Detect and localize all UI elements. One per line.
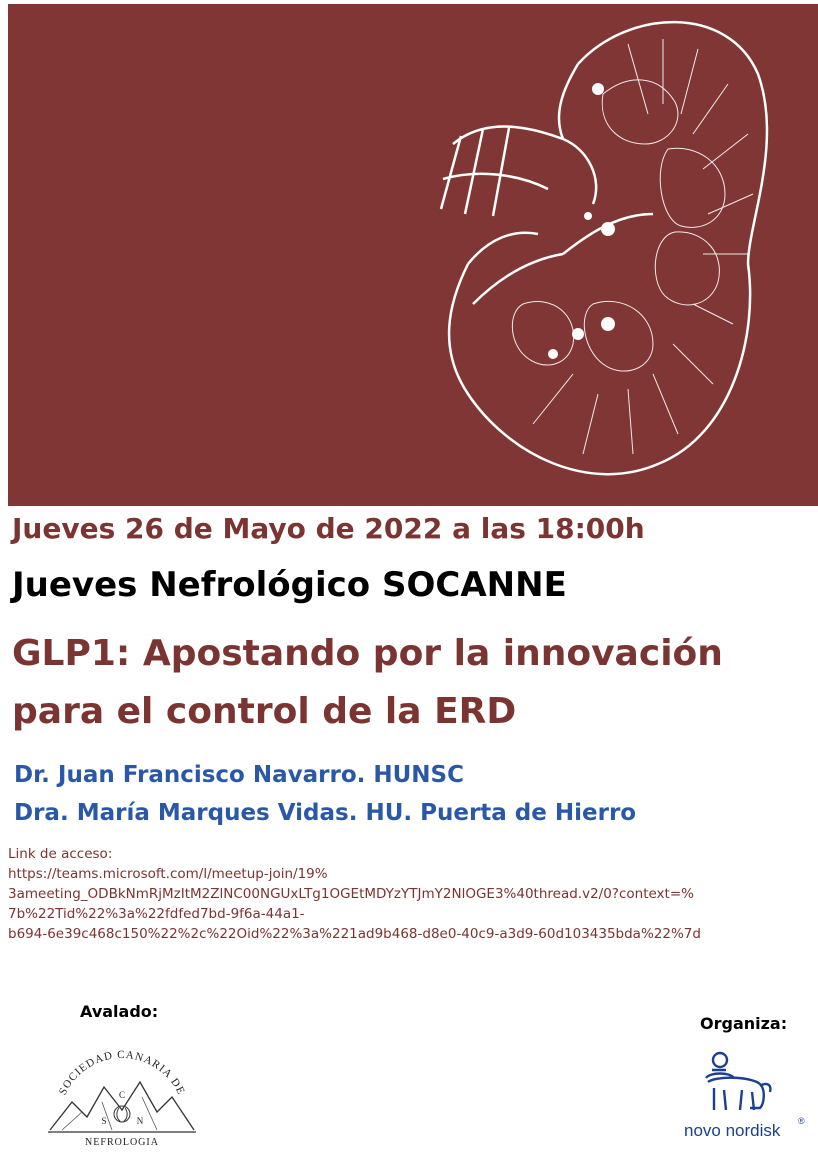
seal-top-text: SOCIEDAD CANARIA DE: [56, 1048, 188, 1097]
seal-initial: N: [136, 1116, 144, 1126]
speaker-1: Dr. Juan Francisco Navarro. HUNSC: [14, 762, 464, 788]
access-link-url-line[interactable]: 7b%22Tid%22%3a%22fdfed7bd-9f6a-44a1-: [8, 906, 305, 922]
event-date: Jueves 26 de Mayo de 2022 a las 18:00h: [12, 512, 645, 545]
access-link-url-line[interactable]: b694-6e39c468c150%22%2c%22Oid%22%3a%221ad9b468-d8e0-40c9-a3d9-60d103435bda%22%7d: [8, 926, 701, 942]
organizer-label: Organiza:: [700, 1014, 788, 1033]
endorsed-label: Avalado:: [80, 1002, 159, 1021]
kidney-illustration: [413, 4, 773, 484]
event-series-title: Jueves Nefrológico SOCANNE: [12, 565, 567, 605]
access-link-url-line[interactable]: https://teams.microsoft.com/l/meetup-join/19%: [8, 866, 328, 882]
seal-initial: S: [101, 1116, 107, 1126]
header-banner: [8, 4, 818, 506]
talk-title-line: para el control de la ERD: [12, 691, 517, 732]
novo-nordisk-logo: [680, 1048, 810, 1148]
access-link-url-line[interactable]: 3ameeting_ODBkNmRjMzItM2ZlNC00NGUxLTg1OGEtMDYzYTJmY2NlOGE3%40thread.v2/0?context=%: [8, 886, 694, 902]
sponsor-name: novo nordisk: [684, 1121, 781, 1140]
socanne-seal-logo: [42, 1042, 202, 1150]
registered-mark: ®: [798, 1116, 805, 1126]
seal-initial: C: [118, 1090, 126, 1100]
seal-bottom-text: NEFROLOGIA: [85, 1137, 159, 1148]
access-link-label: Link de acceso:: [8, 846, 113, 862]
access-link-block: [8, 844, 808, 944]
talk-title: [12, 625, 812, 741]
speaker-2: Dra. María Marques Vidas. HU. Puerta de Hierro: [14, 800, 637, 826]
talk-title-line: GLP1: Apostando por la innovación: [12, 633, 723, 674]
